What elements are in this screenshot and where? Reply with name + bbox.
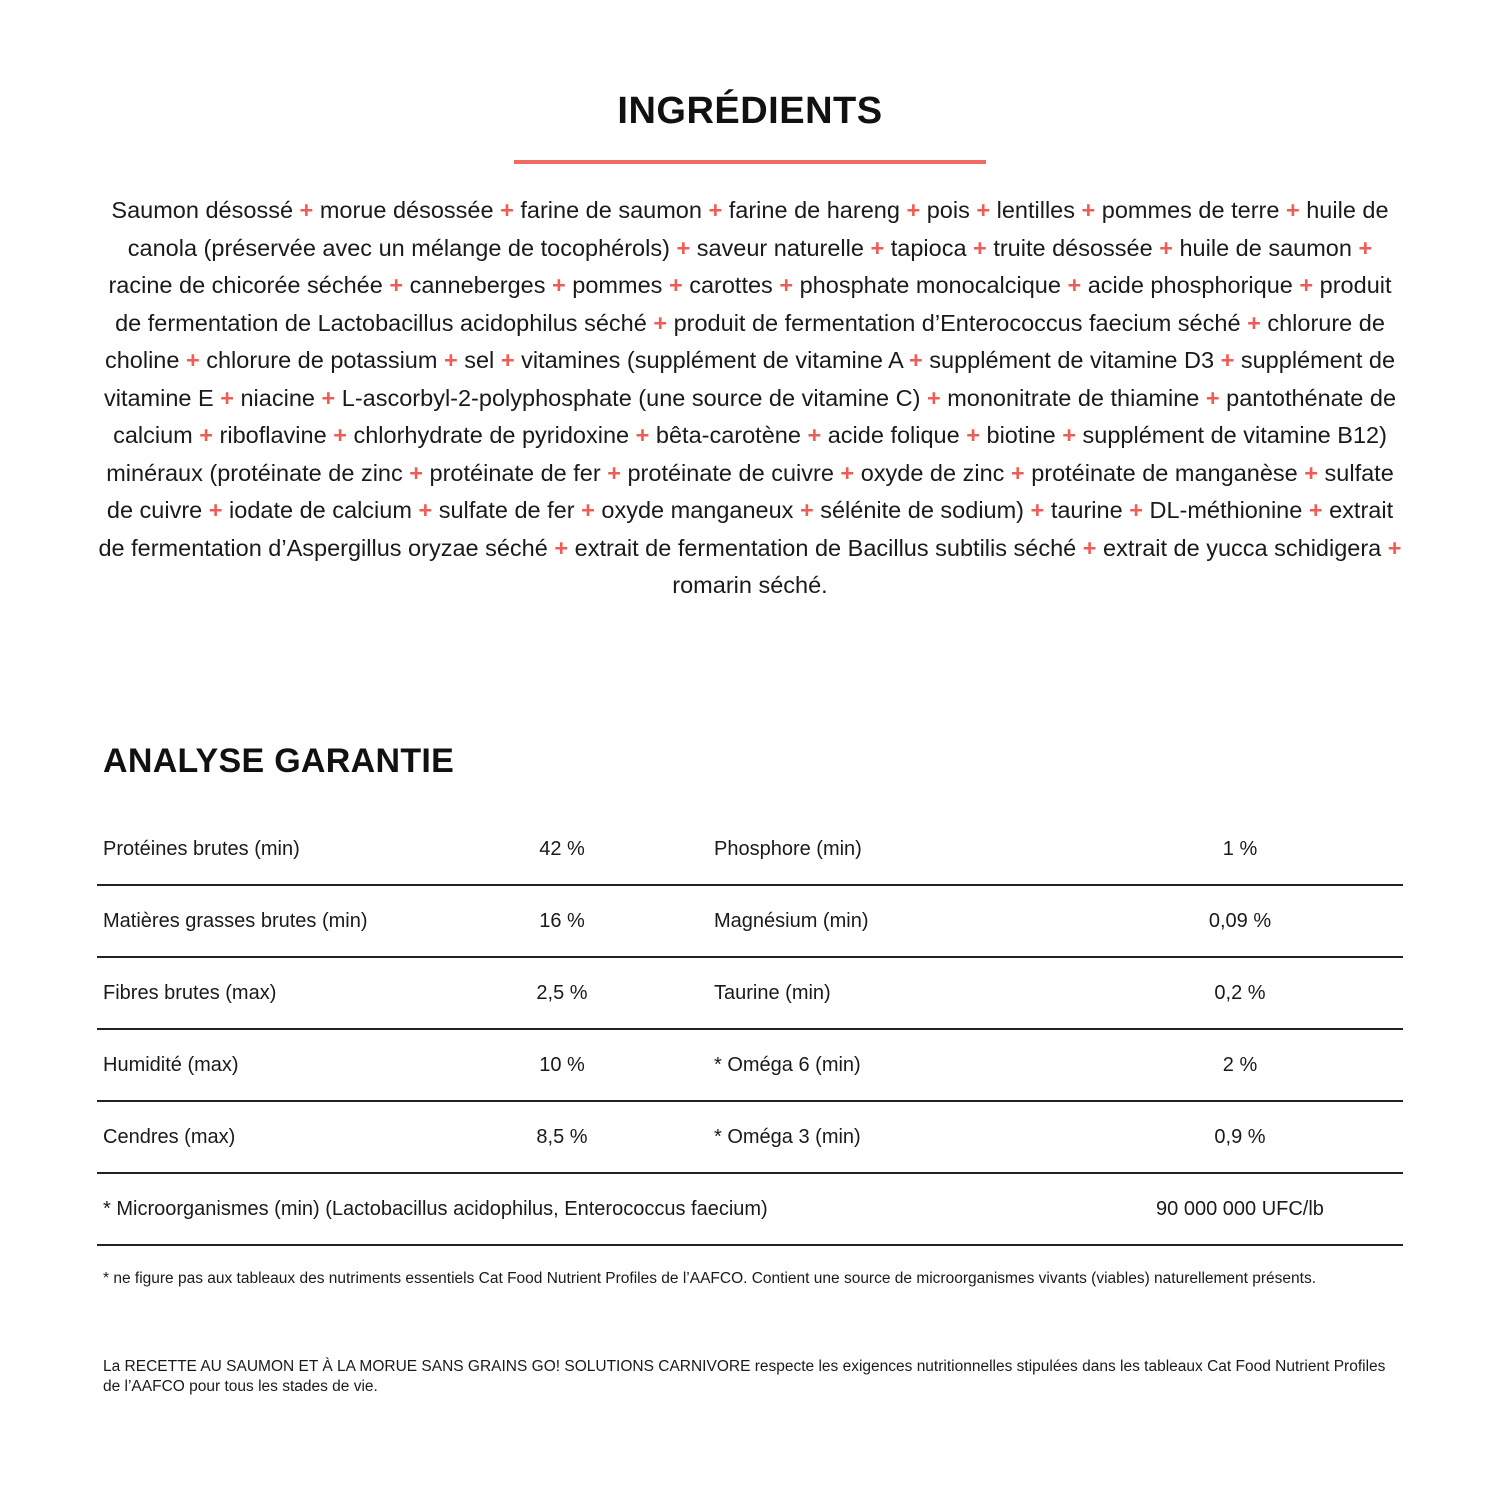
ingredient-item: sulfate de fer [438,497,575,523]
ingredient-item: extrait de fermentation de Bacillus subtilis séché [574,534,1077,561]
nutrient-label: Magnésium (min) [714,910,869,932]
ingredient-item: pantothénate de calcium [113,384,1397,448]
ingredient-item: pommes [572,272,663,298]
plus-separator-icon: + [443,347,458,373]
ingredient-item: supplément de vitamine D3 [929,347,1215,373]
nutrient-value: 42 % [539,838,585,860]
plus-separator-icon: + [1308,497,1323,523]
footnote-recipe-statement: La RECETTE AU SAUMON ET À LA MORUE SANS GRAINS GO! SOLUTIONS CARNIVORE respecte les exigences nutritionnelles stipulées dans les tableaux Cat Food Nutrient Profiles de l’AAFCO pour tous les stades de vie. [103,1358,1386,1395]
nutrient-value: 10 % [539,1054,585,1076]
plus-separator-icon: + [653,309,668,336]
nutrient-value: 2 % [1222,1054,1258,1076]
ingredient-item: racine de chicorée séchée [108,272,383,298]
ingredient-item: biotine [986,422,1056,448]
table-row [97,958,1403,1030]
plus-separator-icon: + [500,197,514,223]
ingredient-item: farine de hareng [728,197,900,223]
ingredient-item: vitamines (supplément de vitamine A [521,347,903,373]
plus-separator-icon: + [1010,459,1025,486]
ingredient-item: produit de fermentation d’Enterococcus faecium séché [673,309,1241,336]
plus-separator-icon: + [799,497,814,523]
ingredient-item: mononitrate de thiamine [947,384,1200,411]
plus-separator-icon: + [906,197,921,223]
ingredient-item: produit de fermentation de Lactobacillus acidophilus séché [115,272,1392,336]
nutrient-value: 16 % [539,910,585,932]
ingredient-item: lentilles [996,197,1075,223]
plus-separator-icon: + [1081,197,1096,223]
plus-separator-icon: + [1159,234,1173,261]
plus-separator-icon: + [909,347,923,373]
plus-separator-icon: + [1082,534,1097,561]
plus-separator-icon: + [409,459,423,486]
plus-separator-icon: + [1285,197,1300,223]
ingredient-item: chlorure de potassium [206,347,438,373]
nutrient-value: 90 000 000 UFC/lb [1156,1198,1324,1220]
ingredient-item: protéinate de fer [429,459,601,486]
ingredient-item: farine de saumon [520,197,702,223]
plus-separator-icon: + [1205,384,1220,411]
ingredient-item: sel [464,347,495,373]
ingredient-item: extrait de fermentation d’Aspergillus oryzae séché [98,497,1394,561]
nutrient-value: 1 % [1222,838,1258,860]
ingredient-item: supplément de vitamine B12) minéraux (protéinate de zinc [106,422,1387,486]
plus-separator-icon: + [1030,497,1045,523]
ingredient-item: riboflavine [219,422,327,448]
ingredient-item: huile de saumon [1179,234,1352,261]
plus-separator-icon: + [966,422,980,448]
plus-separator-icon: + [299,197,314,223]
plus-separator-icon: + [870,234,885,261]
nutrient-label: Humidité (max) [103,1054,239,1076]
ingredient-item: oxyde manganeux [601,497,794,523]
ingredient-item: phosphate monocalcique [799,272,1061,298]
ingredient-item: niacine [240,384,315,411]
ingredient-item: iodate de calcium [229,497,412,523]
title-underline [514,160,986,164]
table-row [97,814,1403,886]
ingredient-item: DL-méthionine [1149,497,1303,523]
plus-separator-icon: + [1299,272,1314,298]
nutrient-label: Matières grasses brutes (min) [103,910,368,932]
plus-separator-icon: + [676,234,691,261]
plus-separator-icon: + [973,234,987,261]
nutrient-label: * Microorganismes (min) (Lactobacillus acidophilus, Enterococcus faecium) [103,1198,768,1220]
plus-separator-icon: + [1129,497,1143,523]
plus-separator-icon: + [321,384,336,411]
ingredient-item: supplément de vitamine E [103,347,1396,411]
plus-separator-icon: + [708,197,723,223]
ingredient-item: romarin séché. [672,572,828,598]
plus-separator-icon: + [668,272,683,298]
plus-separator-icon: + [389,272,404,298]
ingredient-item: canneberges [409,272,546,298]
plus-separator-icon: + [208,497,223,523]
plus-separator-icon: + [554,534,569,561]
plus-separator-icon: + [581,497,595,523]
nutrient-label: * Oméga 3 (min) [714,1126,861,1148]
plus-separator-icon: + [185,347,200,373]
ingredient-item: sulfate de cuivre [106,459,1394,523]
ingredient-item: saveur naturelle [696,234,864,261]
plus-separator-icon: + [607,459,621,486]
nutrient-value: 2,5 % [536,982,588,1004]
plus-separator-icon: + [1220,347,1235,373]
plus-separator-icon: + [418,497,433,523]
ingredients-title: INGRÉDIENTS [617,90,883,132]
plus-separator-icon: + [1247,309,1261,336]
ingredient-item: pois [926,197,970,223]
nutrient-label: Cendres (max) [103,1126,236,1148]
nutrient-value: 0,9 % [1214,1126,1266,1148]
ingredient-item: acide phosphorique [1087,272,1293,298]
table-row [97,886,1403,958]
ingredient-item: bêta-carotène [655,422,801,448]
ingredient-item: chlorhydrate de pyridoxine [353,422,630,448]
nutrient-value: 8,5 % [536,1126,588,1148]
ingredient-item: tapioca [890,234,967,261]
plus-separator-icon: + [1062,422,1077,448]
table-row [97,1102,1403,1174]
ingredient-item: huile de canola (préservée avec un mélange de tocophérols) [127,197,1389,261]
ingredient-item: morue désossée [319,197,494,223]
plus-separator-icon: + [926,384,941,411]
plus-separator-icon: + [552,272,566,298]
nutrient-value: 0,09 % [1208,910,1272,932]
plus-separator-icon: + [199,422,214,448]
ingredient-item: pommes de terre [1101,197,1280,223]
plus-separator-icon: + [333,422,347,448]
plus-separator-icon: + [1358,234,1373,261]
ingredients-list [96,192,1404,605]
ingredient-item: sélénite de sodium) [820,497,1025,523]
guaranteed-analysis-table [97,814,1403,1246]
ingredient-item: protéinate de cuivre [627,459,834,486]
table-row-microorganisms [97,1174,1403,1246]
footnote-aafco-profiles: * ne figure pas aux tableaux des nutriments essentiels Cat Food Nutrient Profiles de l’AAFCO. Contient une source de microorganismes vivants (viables) naturellement présents. [103,1270,1317,1287]
nutrient-label: Taurine (min) [714,982,831,1004]
plus-separator-icon: + [635,422,650,448]
nutrient-label: Fibres brutes (max) [103,982,277,1004]
plus-separator-icon: + [500,347,515,373]
plus-separator-icon: + [1387,534,1402,561]
nutrient-label: * Oméga 6 (min) [714,1054,861,1076]
nutrient-label: Phosphore (min) [714,838,862,860]
ingredient-item: L-ascorbyl-2-polyphosphate (une source de vitamine C) [341,384,921,411]
ingredient-item: oxyde de zinc [860,459,1005,486]
ingredient-item: carottes [689,272,773,298]
ingredient-item: Saumon désossé [111,197,294,223]
nutrient-value: 0,2 % [1214,982,1266,1004]
plus-separator-icon: + [807,422,822,448]
table-row [97,1030,1403,1102]
nutrient-label: Protéines brutes (min) [103,838,300,860]
plus-separator-icon: + [220,384,234,411]
plus-separator-icon: + [779,272,794,298]
ingredient-item: taurine [1050,497,1123,523]
plus-separator-icon: + [1067,272,1082,298]
plus-separator-icon: + [1304,459,1318,486]
ingredient-item: chlorure de choline [104,309,1385,373]
ingredient-item: extrait de yucca schidigera [1103,534,1382,561]
ingredient-item: acide folique [827,422,960,448]
plus-separator-icon: + [976,197,991,223]
ingredient-item: protéinate de manganèse [1031,459,1298,486]
ingredient-item: truite désossée [993,234,1153,261]
analysis-title: ANALYSE GARANTIE [103,742,455,780]
plus-separator-icon: + [840,459,855,486]
